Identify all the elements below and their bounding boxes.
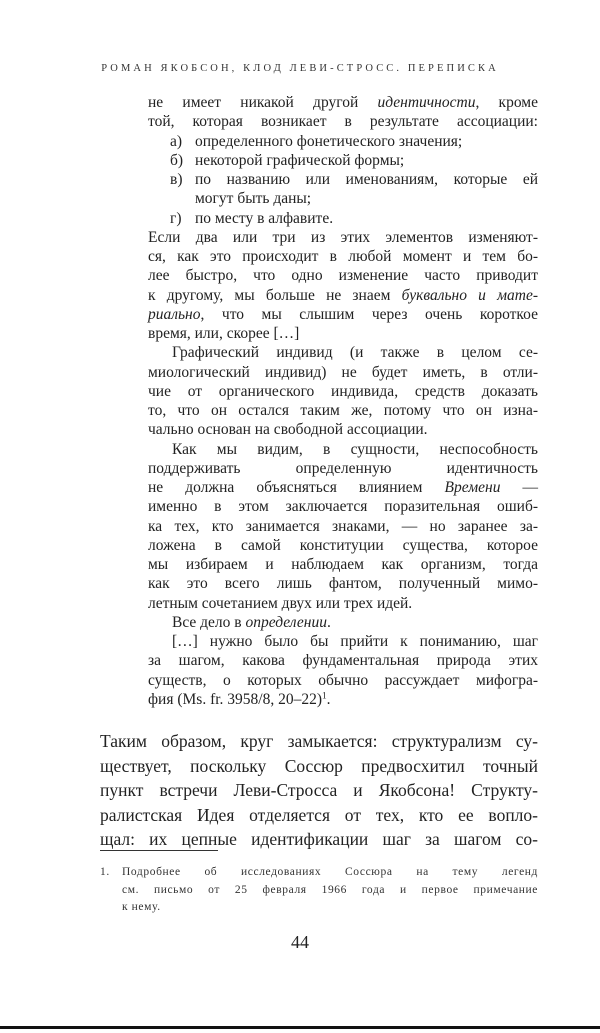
text-segment: то, что он остался таким же, потому что он изна- <box>148 402 538 419</box>
text-segment: щал: их цепные идентификации шаг за шагом со- <box>100 829 538 849</box>
footnote-number: 1. <box>100 866 110 878</box>
text-segment: . <box>326 690 331 708</box>
text-line <box>122 899 538 917</box>
text-segment: ка тех, кто занимается знаками, — но заранее за- <box>148 517 538 535</box>
text-segment: . <box>326 613 331 631</box>
text-line <box>148 324 538 343</box>
text-line <box>100 778 538 803</box>
text-segment: ложена в самой конституции существа, которое <box>148 536 538 554</box>
text-segment: именно в этом заключается поразительная ошиб- <box>148 498 538 516</box>
text-segment: ралистская Идея отделяется от тех, кто ее вопло- <box>100 804 538 825</box>
list-label: в) <box>170 171 183 188</box>
text-line <box>100 729 538 754</box>
text-line <box>148 651 538 670</box>
text-line <box>148 228 538 247</box>
text-line <box>148 632 538 651</box>
text-segment: Подробнее об исследованиях Соссюра на тему легенд <box>122 866 538 878</box>
text-line <box>122 864 538 882</box>
text-line <box>148 459 538 478</box>
text-segment: чие от органического индивида, средств доказать <box>148 382 538 400</box>
text-segment: время, или, скорее […] <box>148 325 300 342</box>
footnote-separator <box>100 850 218 851</box>
text-line <box>148 478 538 497</box>
text-segment: Если два или три из этих элементов изменяют- <box>148 228 538 246</box>
text-segment: чально основан на свободной ассоциации. <box>148 421 428 439</box>
text-segment: могут быть даны; <box>195 190 312 208</box>
text-line <box>100 803 538 828</box>
bottom-border <box>0 1026 600 1029</box>
text-line <box>148 112 538 131</box>
emphasis: риально <box>148 305 201 323</box>
text-segment: ществует, поскольку Соссюр предвосхитил точный <box>100 755 538 776</box>
text-segment: мы избираем и наблюдаем как организм, тогда <box>148 556 538 573</box>
text-segment: за шагом, какова фундаментальная природа этих <box>148 652 538 670</box>
text-line <box>148 671 538 690</box>
text-line <box>148 266 538 285</box>
text-segment: Как мы видим, в сущности, неспособность <box>172 440 538 458</box>
text-line <box>148 517 538 536</box>
text-line <box>148 690 538 709</box>
text-line <box>148 305 538 324</box>
text-segment: лее быстро, что одно изменение часто приводит <box>148 267 538 285</box>
list-label: а) <box>170 132 183 150</box>
text-segment: — <box>500 479 538 496</box>
text-line <box>148 401 538 420</box>
text-line <box>148 286 538 305</box>
text-segment: летным сочетанием двух или трех идей. <box>148 594 413 612</box>
text-segment: Все дело в <box>172 613 246 631</box>
text-segment: ся, как это происходит в любой момент и тем бо- <box>148 248 538 265</box>
text-segment: миологический индивид) не будет иметь, в отли- <box>148 363 538 381</box>
text-segment: Графический индивид (и также в целом се- <box>172 344 538 362</box>
emphasis: идентичности <box>377 94 476 111</box>
text-line <box>148 555 538 574</box>
text-line <box>100 827 538 852</box>
text-line <box>148 363 538 382</box>
text-segment: см. письмо от 25 февраля 1966 года и первое примечание <box>122 883 538 896</box>
text-line <box>148 440 538 459</box>
text-line <box>148 343 538 362</box>
text-segment: не должна объясняться влиянием <box>148 479 445 496</box>
text-segment: , кроме <box>475 94 538 111</box>
list-label: г) <box>170 209 182 227</box>
text-line <box>100 754 538 779</box>
text-line <box>148 594 538 613</box>
text-line <box>122 882 538 900</box>
text-line <box>148 209 538 228</box>
text-line <box>148 247 538 266</box>
text-segment: определенного фонетического значения; <box>195 132 463 150</box>
text-segment: по названию или именованиям, которые ей <box>195 171 538 188</box>
footnote-text <box>122 864 538 917</box>
text-line <box>148 189 538 208</box>
text-line <box>148 536 538 555</box>
text-segment: той, которая возникает в результате ассоциации: <box>148 113 538 131</box>
text-segment: […] нужно было бы прийти к пониманию, шаг <box>172 633 538 650</box>
text-line <box>148 382 538 401</box>
text-segment: как это всего лишь фантом, полученный мимо- <box>148 575 538 593</box>
text-segment: по месту в алфавите. <box>195 209 334 227</box>
text-line <box>148 497 538 516</box>
text-line <box>148 170 538 189</box>
text-segment: пункт встречи Леви-Стросса и Якобсона! Структу- <box>100 780 538 800</box>
footnote <box>100 864 538 917</box>
text-line <box>148 420 538 439</box>
emphasis: определении <box>245 613 327 631</box>
text-line <box>148 613 538 632</box>
text-segment: некоторой графической формы; <box>195 151 405 169</box>
emphasis: буквально и мате- <box>401 286 538 304</box>
text-segment: не имеет никакой другой <box>148 94 378 111</box>
text-segment: поддерживать определенную идентичность <box>148 459 538 477</box>
text-line <box>148 574 538 593</box>
text-segment: фия (Ms. fr. 3958/8, 20–22) <box>148 690 323 708</box>
text-segment: , что мы слышим через очень короткое <box>200 305 538 323</box>
footnote-reference[interactable]: 1 <box>322 691 327 702</box>
text-line <box>148 93 538 112</box>
running-head: РОМАН ЯКОБСОН, КЛОД ЛЕВИ-СТРОСС. ПЕРЕПИСКА <box>101 63 499 74</box>
text-segment: к нему. <box>122 901 161 913</box>
text-segment: к другому, мы больше не знаем <box>148 286 402 304</box>
emphasis: Времени <box>444 479 501 496</box>
list-label: б) <box>170 151 184 169</box>
text-line <box>148 132 538 151</box>
page-number: 44 <box>291 932 309 952</box>
block-quote <box>148 93 538 709</box>
body-text <box>100 729 538 852</box>
text-line <box>148 151 538 170</box>
text-segment: Таким образом, круг замыкается: структурализм су- <box>100 731 538 751</box>
text-segment: существ, о которых обычно рассуждает мифогра- <box>148 671 538 689</box>
